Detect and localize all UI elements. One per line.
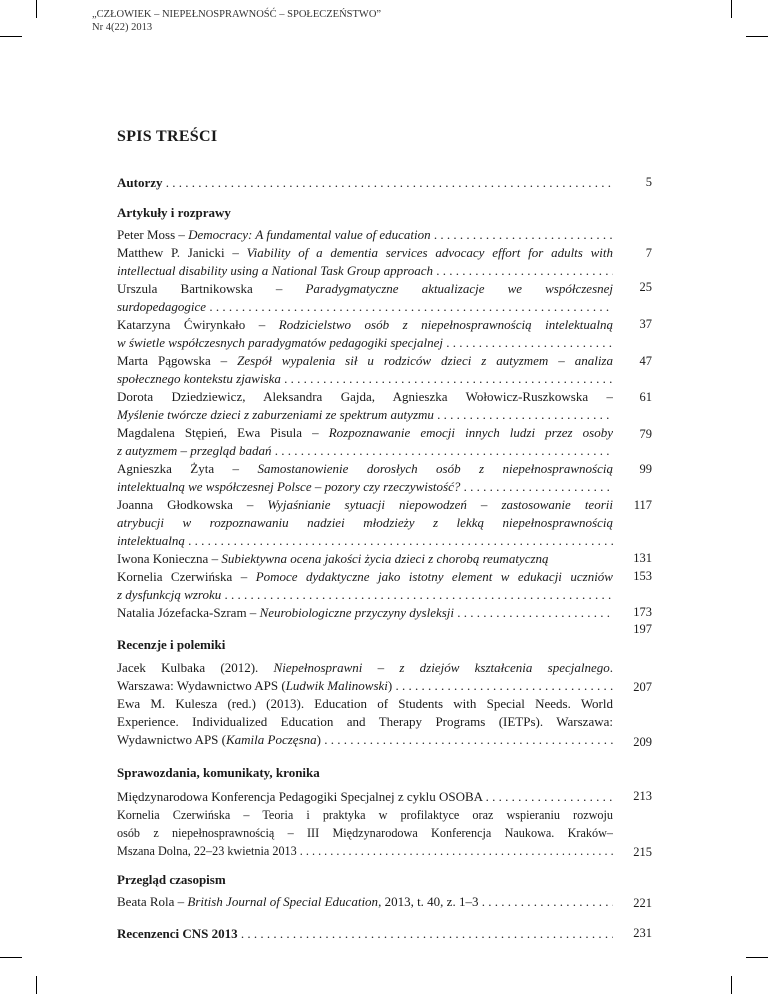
toc-entry[interactable]: Peter Moss – Democracy: A fundamental value of education . . . <box>117 226 613 244</box>
toc-entry-cont[interactable]: z autyzmem – przegląd badań . . . <box>117 442 613 460</box>
toc-entry[interactable]: Kornelia Czerwińska – Teoria i praktyka w profilaktyce oraz wspieraniu rozwoju <box>117 808 613 822</box>
crop-mark <box>731 0 732 18</box>
toc-entry[interactable]: Magdalena Stępień, Ewa Pisula – Rozpoznawanie emocji innych ludzi przez osoby <box>117 425 613 440</box>
toc-entry[interactable]: Beata Rola – British Journal of Special Education, 2013, t. 40, z. 1–3 . . . <box>117 893 613 911</box>
toc-entry[interactable]: Kornelia Czerwińska – Pomoce dydaktyczne jako istotny element w edukacji uczniów <box>117 569 613 584</box>
page-number: 5 <box>645 175 652 189</box>
toc-entry[interactable]: Iwona Konieczna – Subiektywna ocena jakości życia dzieci z chorobą reumatyczną <box>117 551 549 566</box>
page-number: 25 <box>639 280 652 294</box>
toc-entry-authors[interactable]: Autorzy . . . <box>117 174 613 192</box>
page-number: 153 <box>633 569 652 583</box>
page-number: 117 <box>633 498 652 512</box>
page-number: 197 <box>633 622 652 636</box>
page-number: 213 <box>633 789 652 803</box>
section-heading: Sprawozdania, komunikaty, kronika <box>117 765 320 780</box>
toc-entry[interactable]: Joanna Głodkowska – Wyjaśnianie sytuacji niepowodzeń – zastosowanie teorii <box>117 497 613 512</box>
toc-entry[interactable]: Urszula Bartnikowska – Paradygmatyczne aktualizacje we współczesnej <box>117 281 613 296</box>
page-number: 173 <box>633 605 652 619</box>
crop-mark <box>36 976 37 994</box>
toc-entry[interactable]: Międzynarodowa Konferencja Pedagogiki Specjalnej z cyklu OSOBA . . . <box>117 788 613 806</box>
crop-mark <box>0 36 22 37</box>
toc-entry[interactable]: Katarzyna Ćwirynkało – Rodzicielstwo osób z niepełnosprawnością intelektualną <box>117 317 613 332</box>
toc-entry-cont[interactable]: społecznego kontekstu zjawiska . . . <box>117 370 613 388</box>
page-number: 79 <box>639 427 652 441</box>
crop-mark <box>731 976 732 994</box>
toc-entry-cont[interactable]: Mszana Dolna, 22–23 kwietnia 2013 . . . <box>117 842 613 860</box>
page-number: 215 <box>633 845 652 859</box>
toc-entry[interactable]: Jacek Kulbaka (2012). Niepełnosprawni – z dziejów kształcenia specjalnego. <box>117 660 613 675</box>
toc-entry-cont[interactable]: z dysfunkcją wzroku . . . <box>117 586 613 604</box>
issue-number: Nr 4(22) 2013 <box>92 22 153 33</box>
toc-entry-cont[interactable]: Wydawnictwo APS (Kamila Poczęsna) . . . <box>117 731 613 749</box>
page-number: 47 <box>639 354 652 368</box>
crop-mark <box>36 0 37 18</box>
page-number: 207 <box>633 680 652 694</box>
page-number: 7 <box>645 246 652 260</box>
toc-entry[interactable]: Dorota Dziedziewicz, Aleksandra Gajda, Agnieszka Wołowicz-Ruszkowska – <box>117 389 613 404</box>
page-number: 131 <box>633 551 652 565</box>
toc-entry-cont[interactable]: surdopedagogice . . . <box>117 298 613 316</box>
page-number: 221 <box>633 896 652 910</box>
journal-name: „CZŁOWIEK – NIEPEŁNOSPRAWNOŚĆ – SPOŁECZEŃSTWO” <box>92 9 382 20</box>
page-number: 99 <box>639 462 652 476</box>
section-heading: Artykuły i rozprawy <box>117 205 231 220</box>
toc-entry[interactable]: Matthew P. Janicki – Viability of a dementia services advocacy effort for adults with <box>117 245 613 260</box>
toc-entry[interactable]: Natalia Józefacka-Szram – Neurobiologiczne przyczyny dysleksji . . . <box>117 604 613 622</box>
toc-entry[interactable]: Marta Pągowska – Zespół wypalenia sił u rodziców dzieci z autyzmem – analiza <box>117 353 613 368</box>
page-number: 209 <box>633 735 652 749</box>
page-number: 61 <box>639 390 652 404</box>
page-number: 37 <box>639 317 652 331</box>
toc-entry[interactable]: Agnieszka Żyta – Samostanowienie dorosłych osób z niepełnosprawnością <box>117 461 613 476</box>
toc-entry-cont[interactable]: Myślenie twórcze dzieci z zaburzeniami ze spektrum autyzmu . . . <box>117 406 613 424</box>
crop-mark <box>0 957 22 958</box>
page-number: 231 <box>633 926 652 940</box>
toc-entry-cont[interactable]: intelektualną . . . <box>117 532 613 550</box>
section-heading: Recenzje i polemiki <box>117 637 226 652</box>
toc-entry-cont[interactable]: Experience. Individualized Education and Therapy Programs (IETPs). Warszawa: <box>117 714 613 729</box>
toc-entry[interactable]: Ewa M. Kulesza (red.) (2013). Education of Students with Special Needs. World <box>117 696 613 711</box>
toc-entry-cont[interactable]: Warszawa: Wydawnictwo APS (Ludwik Malinowski) . . . <box>117 677 613 695</box>
section-heading: Przegląd czasopism <box>117 872 226 887</box>
crop-mark <box>746 957 768 958</box>
toc-entry-cont[interactable]: intelektualną we współczesnej Polsce – pozory czy rzeczywistość? . . . <box>117 478 613 496</box>
page-title: SPIS TREŚCI <box>117 128 218 145</box>
toc-entry-cont[interactable]: intellectual disability using a National Task Group approach . . . <box>117 262 613 280</box>
toc-entry-cont[interactable]: atrybucji w rozpoznawaniu nadziei młodzieży z lekką niepełnosprawnością <box>117 515 613 530</box>
crop-mark <box>746 36 768 37</box>
toc-entry-reviewers[interactable]: Recenzenci CNS 2013 . . . <box>117 925 613 943</box>
toc-entry-cont[interactable]: osób z niepełnosprawnością – III Międzynarodowa Konferencja Naukowa. Kraków– <box>117 826 613 840</box>
toc-entry-cont[interactable]: w świetle współczesnych paradygmatów pedagogiki specjalnej . . . <box>117 334 613 352</box>
running-header <box>92 8 381 34</box>
